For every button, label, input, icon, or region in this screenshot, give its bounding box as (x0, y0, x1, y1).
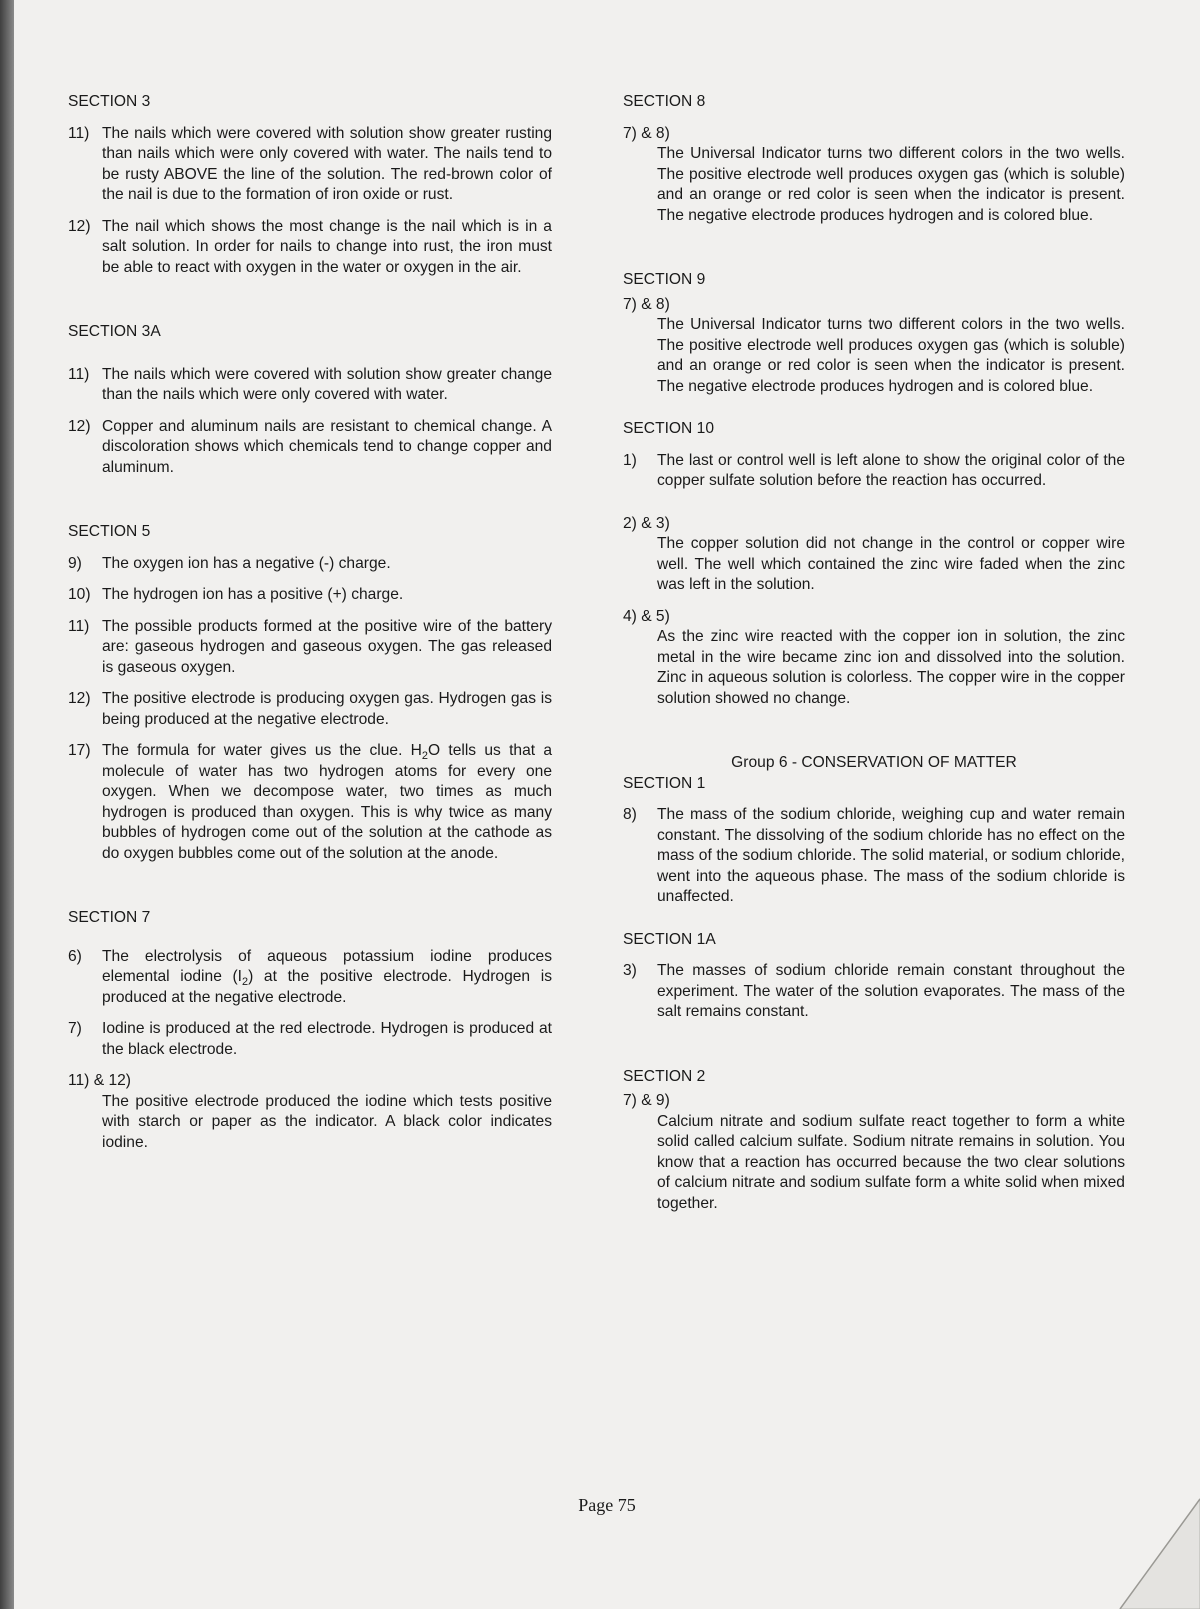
item-number: 11) (68, 365, 90, 383)
item-text: The Universal Indicator turns two different colors in the two wells. The positive electrode well produces oxygen gas (which is soluble) and an orange or red color is seen when the indicator is present. The negative electrode produces hydrogen and is colored blue. (657, 316, 1125, 395)
section-heading: SECTION 3 (68, 93, 151, 110)
section-heading: SECTION 8 (623, 93, 706, 110)
item-text: The oxygen ion has a negative (-) charge. (102, 554, 391, 572)
item-number: 11) (68, 124, 90, 142)
item-text: The last or control well is left alone to show the original color of the copper sulfate solution before the reaction has occurred. (657, 451, 1125, 489)
answer-item (623, 451, 1125, 492)
item-number: 1) (623, 451, 637, 469)
item-text: As the zinc wire reacted with the copper ion in solution, the zinc metal in the wire became zinc ion and dissolved into the solution. Zinc in aqueous solution is colorless. The copper wire in the copper solution showed no change. (657, 628, 1125, 707)
item-number: 7) & 9) (623, 1092, 670, 1109)
item-text: Iodine is produced at the red electrode. Hydrogen is produced at the black electrode. (102, 1020, 552, 1058)
item-number: 7) & 8) (623, 295, 670, 313)
page-curl-decoration (1080, 1459, 1200, 1609)
item-number: 10) (68, 586, 91, 603)
item-text: The possible products formed at the positive wire of the battery are: gaseous hydrogen and gaseous oxygen. The gas released is gaseous oxygen. (102, 617, 552, 676)
item-number: 3) (623, 962, 637, 979)
group-heading: Group 6 - CONSERVATION OF MATTER (731, 754, 1017, 771)
item-text: The electrolysis of aqueous potassium iodine produces elemental iodine $(I_2)$ at the positive electrode. Hydrogen is produced at the negative electrode. (102, 947, 552, 1006)
answer-item (68, 217, 552, 279)
answer-item (68, 1019, 552, 1060)
section-heading: SECTION 7 (68, 909, 151, 926)
answer-item (68, 947, 552, 1009)
answer-item (68, 554, 552, 575)
answer-item (68, 417, 552, 479)
page-number: Page 75 (578, 1495, 636, 1515)
book-binding-shadow (0, 0, 14, 1609)
answer-item (68, 124, 552, 206)
section-heading: SECTION 1 (623, 774, 706, 792)
section-heading: SECTION 3A (68, 323, 161, 340)
item-number: 11) (68, 617, 90, 635)
answer-item (68, 689, 552, 730)
item-number: 9) (68, 554, 82, 572)
item-number: 7) & 8) (623, 124, 670, 142)
section-heading: SECTION 9 (623, 271, 706, 288)
item-text: The nail which shows the most change is the nail which is in a salt solution. In order for nails to change into rust, the iron must be able to react with oxygen in the water or oxygen in the air. (102, 217, 552, 276)
item-number: 2) & 3) (623, 514, 670, 532)
item-text: The mass of the sodium chloride, weighing cup and water remain constant. The dissolving of the sodium chloride has no effect on the mass of the sodium chloride. The solid material, or sodium chloride, went into the aqueous phase. The mass of the sodium chloride is unaffected. (657, 806, 1125, 905)
answer-item (68, 365, 552, 406)
right-column (623, 92, 1125, 1214)
item-number: 4) & 5) (623, 607, 670, 625)
left-column (68, 92, 552, 1153)
answer-item (68, 585, 552, 606)
item-number: 6) (68, 947, 82, 965)
item-text: The positive electrode produced the iodine which tests positive with starch or paper as the indicator. A black color indicates iodine. (102, 1092, 552, 1151)
item-text: The Universal Indicator turns two different colors in the two wells. The positive electrode well produces oxygen gas (which is soluble) and an orange or red color is seen when the indicator is present. The negative electrode produces hydrogen and is colored blue. (657, 145, 1125, 224)
item-text: The formula for water gives us the clue. $H_2O$ tells us that a molecule of water has two hydrogen atoms for every one oxygen. When we decompose water, two times as much hydrogen is produced than oxygen. This is why twice as many bubbles of hydrogen come out of the solution at the cathode as do oxygen bubbles come out of the solution at the anode. (102, 742, 552, 862)
answer-item (623, 805, 1125, 908)
item-text: The hydrogen ion has a positive (+) charge. (102, 586, 404, 603)
item-text: Calcium nitrate and sodium sulfate react together to form a white solid called calcium sulfate. Sodium nitrate remains in solution. You know that a reaction has occurred because the two clear solutions of calcium nitrate and sodium sulfate form a white solid when mixed together. (657, 1112, 1125, 1212)
item-text: The masses of sodium chloride remain constant throughout the experiment. The water of the solution evaporates. The mass of the salt remains constant. (657, 962, 1125, 1020)
section-heading: SECTION 1A (623, 930, 716, 948)
item-number: 12) (68, 417, 91, 435)
item-text: The positive electrode is producing oxygen gas. Hydrogen gas is being produced at the negative electrode. (102, 690, 552, 728)
section-heading: SECTION 10 (623, 420, 714, 437)
item-number: 7) (68, 1020, 82, 1037)
section-heading: SECTION 2 (623, 1067, 706, 1085)
item-text: Copper and aluminum nails are resistant to chemical change. A discoloration shows which chemicals tend to change copper and aluminum. (102, 417, 552, 476)
item-text: The nails which were covered with solution show greater change than the nails which were only covered with water. (102, 365, 552, 403)
item-text: The copper solution did not change in the control or copper wire well. The well which contained the zinc wire faded when the zinc was left in the solution. (657, 535, 1125, 593)
document-page (14, 0, 1200, 1609)
item-number: 12) (68, 217, 91, 235)
section-heading: SECTION 5 (68, 523, 151, 540)
item-number: 11) & 12) (68, 1072, 131, 1089)
item-number: 17) (68, 742, 91, 759)
item-number: 8) (623, 806, 637, 823)
item-text: The nails which were covered with solution show greater rusting than nails which were only covered with water. The nails tend to be rusty ABOVE the line of the solution. The red-brown color of the nail is due to the formation of iron oxide or rust. (102, 124, 552, 203)
answer-item (623, 961, 1125, 1023)
item-number: 12) (68, 690, 91, 707)
answer-item (68, 617, 552, 679)
answer-item (68, 741, 552, 864)
